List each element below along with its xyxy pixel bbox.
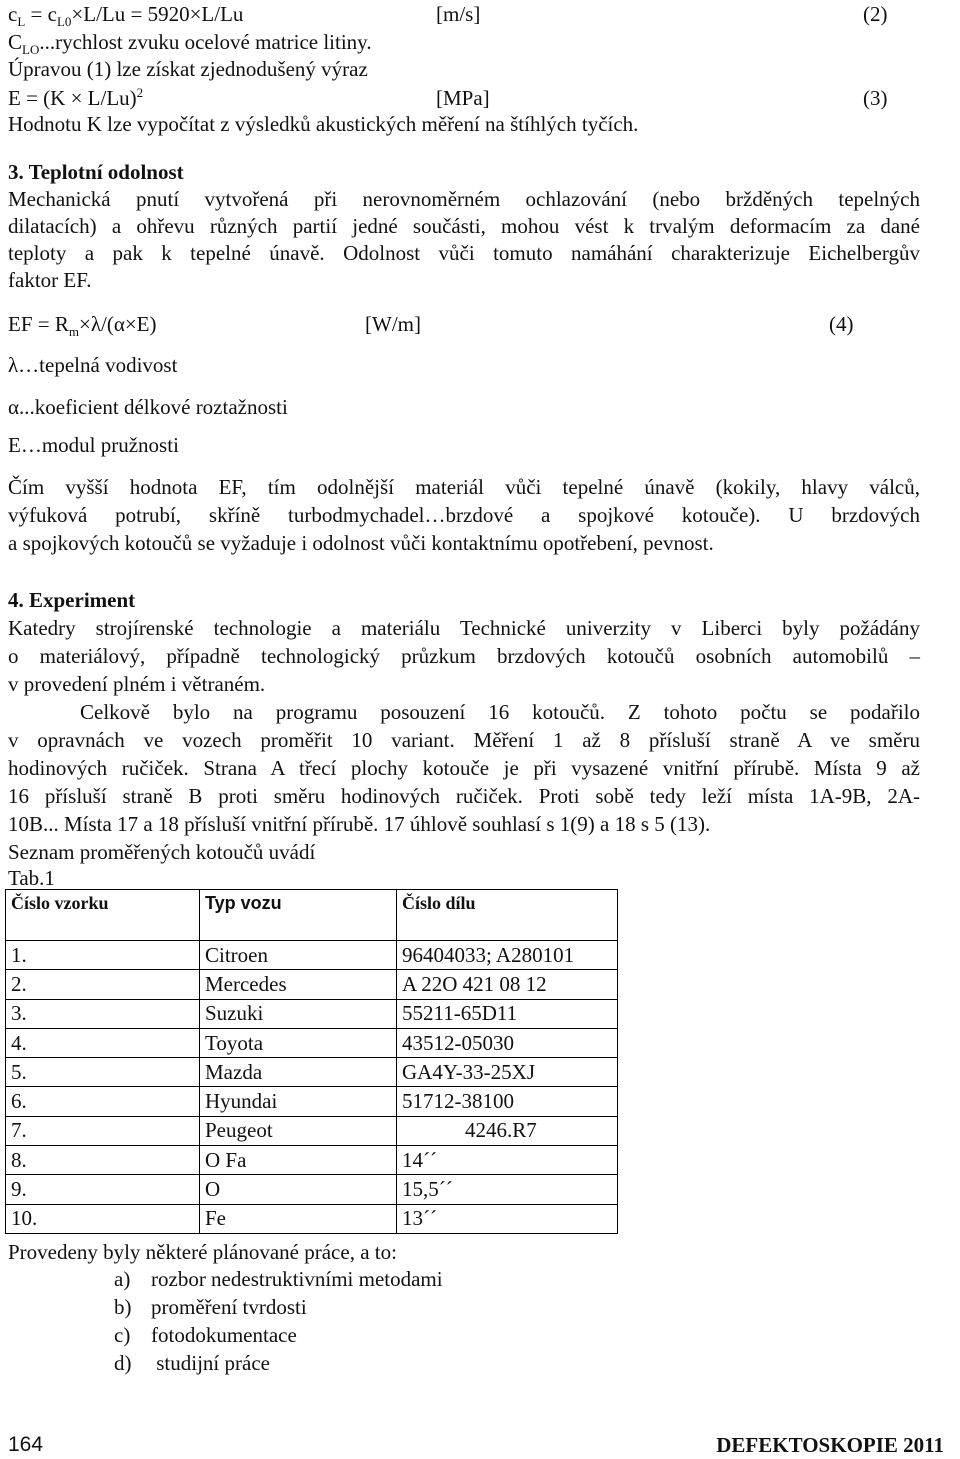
- works-item-d: studijní práce: [151, 1351, 270, 1375]
- samples-table: [5, 889, 618, 1234]
- section-3-p2-line-3: a spojkových kotoučů se vyžaduje i odolnost vůči kontaktnímu opotřebení, pevnost.: [8, 531, 714, 555]
- equation-2: [8, 2, 244, 30]
- cell-vehicle-type: O: [200, 1175, 397, 1204]
- section-4-heading: 4. Experiment: [8, 588, 136, 612]
- definition-e: E…modul pružnosti: [8, 433, 179, 457]
- cell-part-number: 43512-05030: [397, 1028, 618, 1057]
- header-sample-number: Číslo vzorku: [6, 890, 200, 941]
- section-3-line-1: Mechanická pnutí vytvořená při nerovnoměrném ochlazování (nebo bržděných tepelných: [8, 187, 920, 211]
- works-item-d-marker: d): [114, 1351, 132, 1375]
- eq4-number: (4): [829, 312, 854, 336]
- cell-vehicle-type: Fe: [200, 1204, 397, 1233]
- cell-vehicle-type: Mercedes: [200, 970, 397, 999]
- table-header-row: [6, 890, 618, 941]
- table-row: [6, 999, 618, 1028]
- cell-sample-number: 9.: [6, 1175, 200, 1204]
- eq2-unit: [m/s]: [436, 2, 481, 26]
- definition-alpha: α...koeficient délkové roztažnosti: [8, 395, 288, 419]
- cell-part-number: 4246.R7: [397, 1116, 618, 1145]
- header-part-number: Číslo dílu: [397, 890, 618, 941]
- eq2-formula: $c_L = c_{L0}\times L/Lu = 5920\times L/Lu$: [8, 2, 244, 30]
- cell-part-number: GA4Y-33-25XJ: [397, 1058, 618, 1087]
- eq2-number: (2): [863, 2, 888, 26]
- cell-vehicle-type: Citroen: [200, 941, 397, 970]
- section-4-p2-line-3: hodinových ručiček. Strana A třecí plochy kotouče je při vysazené vnitřní přírubě. Místa 9 až: [8, 756, 920, 780]
- cell-sample-number: 8.: [6, 1146, 200, 1175]
- section-3-p2-line-2: výfuková potrubí, skříně turbodmychadel…brzdové a spojkové kotouče). U brzdových: [8, 503, 920, 527]
- cell-part-number: 51712-38100: [397, 1087, 618, 1116]
- table-row: [6, 1028, 618, 1057]
- clo-definition: $C_{LO}...rychlost$ zvuku ocelové matrice litiny.: [8, 30, 372, 58]
- section-4-p2-line-4: 16 přísluší straně B proti směru hodinových ručiček. Proti sobě tedy leží místa 1A-9B, 2A-: [8, 784, 920, 808]
- cell-sample-number: 2.: [6, 970, 200, 999]
- table-row: [6, 1087, 618, 1116]
- cell-part-number: 55211-65D11: [397, 999, 618, 1028]
- cell-sample-number: 7.: [6, 1116, 200, 1145]
- works-item-c: fotodokumentace: [151, 1323, 297, 1347]
- table-caption: Tab.1: [8, 866, 55, 890]
- section-3-p2-line-1: Čím vyšší hodnota EF, tím odolnější materiál vůči tepelné únavě (kokily, hlavy válců,: [8, 475, 920, 499]
- works-item-a: rozbor nedestruktivními metodami: [151, 1267, 443, 1291]
- cell-sample-number: 3.: [6, 999, 200, 1028]
- table-row: [6, 1116, 618, 1145]
- section-4-line-1: Katedry strojírenské technologie a materiálu Technické univerzity v Liberci byly požádány: [8, 616, 920, 640]
- table-row: [6, 1058, 618, 1087]
- equation-4: EF = $R_m\times\lambda/(\alpha\times E)$: [8, 312, 157, 340]
- page-number: 164: [8, 1433, 44, 1456]
- table-intro: Seznam proměřených kotoučů uvádí: [8, 840, 316, 864]
- equation-3: $E = (K \times L/Lu)^2$: [8, 85, 144, 110]
- cell-part-number: 14´´: [397, 1146, 618, 1175]
- k-value-line: Hodnotu K lze vypočítat z výsledků akustických měření na štíhlých tyčích.: [8, 112, 639, 136]
- eq3-number: (3): [863, 86, 888, 110]
- cell-part-number: 15,5´´: [397, 1175, 618, 1204]
- cell-vehicle-type: Toyota: [200, 1028, 397, 1057]
- table-row: [6, 1146, 618, 1175]
- header-vehicle-type: Typ vozu: [200, 890, 397, 941]
- eq3-unit: [MPa]: [436, 86, 490, 110]
- section-4-p2-line-5: 10B... Místa 17 a 18 přísluší vnitřní přírubě. 17 úhlově souhlasí s 1(9) a 18 s 5 (13).: [8, 812, 711, 836]
- cell-sample-number: 5.: [6, 1058, 200, 1087]
- table-row: [6, 1204, 618, 1233]
- cell-vehicle-type: Peugeot: [200, 1116, 397, 1145]
- works-item-a-marker: a): [114, 1267, 131, 1291]
- works-intro: Provedeny byly některé plánované práce, a to:: [8, 1240, 397, 1264]
- cell-part-number: 96404033; A280101: [397, 941, 618, 970]
- cell-vehicle-type: Suzuki: [200, 999, 397, 1028]
- cell-vehicle-type: O Fa: [200, 1146, 397, 1175]
- journal-name: DEFEKTOSKOPIE 2011: [716, 1433, 944, 1457]
- cell-part-number: A 22O 421 08 12: [397, 970, 618, 999]
- cell-vehicle-type: Mazda: [200, 1058, 397, 1087]
- section-3-line-4: faktor EF.: [8, 268, 92, 292]
- eq4-unit: [W/m]: [365, 312, 421, 336]
- section-3-heading: 3. Teplotní odolnost: [8, 160, 184, 184]
- section-4-line-3: v provedení plném i větraném.: [8, 672, 266, 696]
- section-4-p2-line-1: Celkově bylo na programu posouzení 16 kotoučů. Z tohoto počtu se podařilo: [80, 700, 920, 724]
- section-3-line-2: dilatacích) a ohřevu různých partií jedné součásti, mohou vést k trvalým deformacím za dané: [8, 214, 920, 238]
- definition-lambda: λ…tepelná vodivost: [8, 353, 178, 377]
- section-3-line-3: teploty a pak k tepelné únavě. Odolnost vůči tomuto namáhání charakterizuje Eichelbergův: [8, 241, 920, 265]
- cell-sample-number: 4.: [6, 1028, 200, 1057]
- cell-sample-number: 6.: [6, 1087, 200, 1116]
- cell-sample-number: 1.: [6, 941, 200, 970]
- section-4-line-2: o materiálový, případně technologický průzkum brzdových kotoučů osobních automobilů –: [8, 644, 920, 668]
- works-item-b-marker: b): [114, 1295, 132, 1319]
- cell-vehicle-type: Hyundai: [200, 1087, 397, 1116]
- table-row: [6, 970, 618, 999]
- cell-part-number: 13´´: [397, 1204, 618, 1233]
- eq3-intro: Úpravou (1) lze získat zjednodušený výraz: [8, 57, 368, 81]
- table-row: [6, 1175, 618, 1204]
- table-row: [6, 941, 618, 970]
- cell-sample-number: 10.: [6, 1204, 200, 1233]
- works-item-b: proměření tvrdosti: [151, 1295, 307, 1319]
- works-item-c-marker: c): [114, 1323, 131, 1347]
- section-4-p2-line-2: v opravnách ve vozech proměřit 10 variant. Měření 1 až 8 přísluší straně A ve směru: [8, 728, 920, 752]
